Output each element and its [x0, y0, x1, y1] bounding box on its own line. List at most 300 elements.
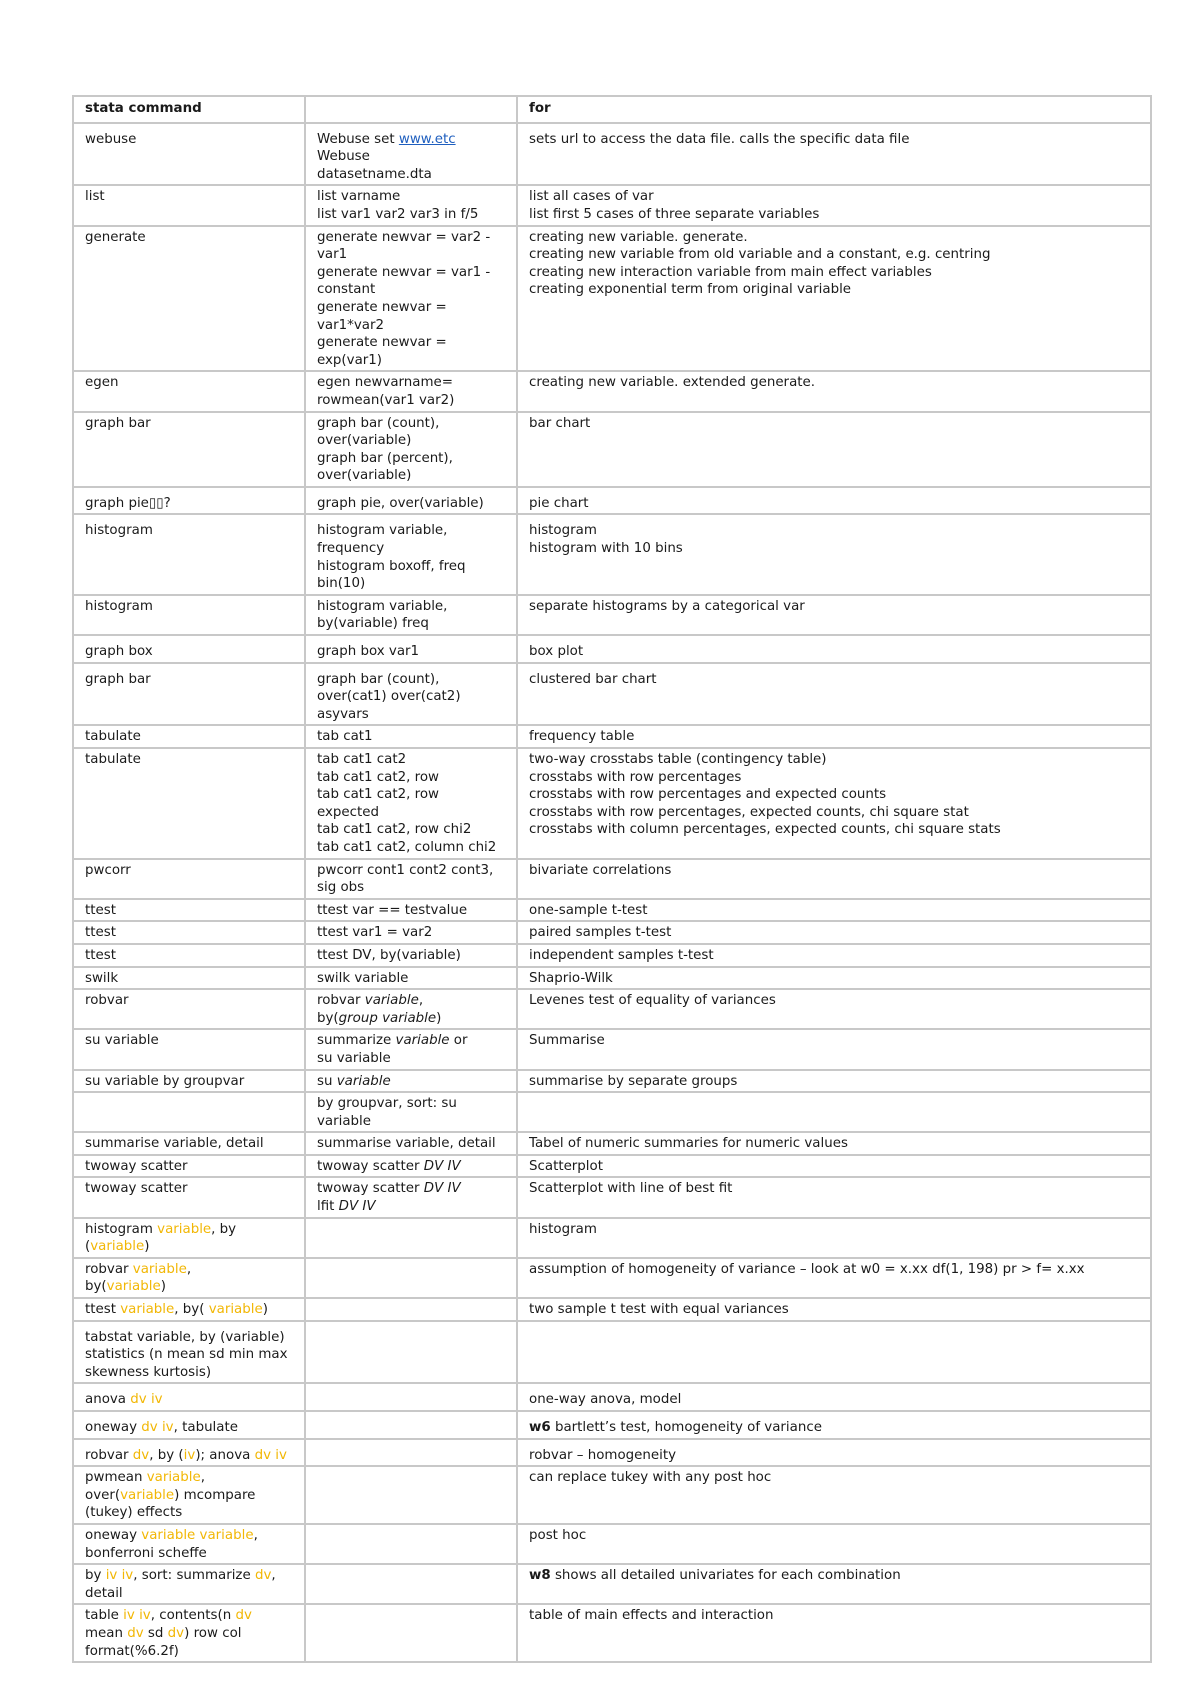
purpose-line: w6 bartlett’s test, homogeneity of variance [529, 1420, 822, 1435]
purpose-line: crosstabs with row percentages [529, 769, 742, 785]
purpose-cell [517, 1218, 1151, 1258]
command-cell [73, 1258, 305, 1298]
purpose-cell [517, 1070, 1151, 1093]
purpose-cell [517, 1604, 1151, 1662]
syntax-line: by(group variable) [317, 1010, 442, 1026]
table-row [73, 1132, 1151, 1155]
table-row [73, 1092, 1151, 1132]
cmd-line: twoway scatter [85, 1158, 188, 1174]
syntax-cell [305, 412, 517, 487]
highlighted-term: variable [120, 1302, 175, 1318]
purpose-line: crosstabs with row percentages, expected counts, chi square stat [529, 804, 969, 820]
table-row [73, 725, 1151, 748]
command-cell [73, 595, 305, 635]
highlighted-term: variable [146, 1470, 201, 1486]
table-row [73, 1029, 1151, 1069]
purpose-line: frequency table [529, 729, 635, 745]
table-row [73, 123, 1151, 186]
bold-tag: w8 [529, 1568, 551, 1584]
table-row [73, 1466, 1151, 1524]
command-cell [73, 1029, 305, 1069]
cmd-line: webuse [85, 131, 137, 147]
purpose-cell [517, 487, 1151, 515]
syntax-line: tab cat1 cat2, row expected [317, 787, 440, 820]
cmd-line: summarise variable, detail [85, 1136, 264, 1152]
cmd-line: robvar variable, [85, 1261, 192, 1277]
syntax-cell [305, 1092, 517, 1132]
syntax-line: by groupvar, sort: su variable [317, 1096, 457, 1129]
purpose-line: creating new variable. generate. [529, 229, 748, 245]
syntax-line: generate newvar = var1*var2 [317, 299, 447, 333]
cmd-line: graph bar [85, 415, 151, 431]
syntax-cell [305, 1439, 517, 1467]
syntax-line: generate newvar = var1 - constant [317, 264, 491, 298]
purpose-line: post hoc [529, 1527, 587, 1543]
command-cell [73, 487, 305, 515]
purpose-cell [517, 1029, 1151, 1069]
cmd-line: ttest [85, 925, 116, 941]
syntax-cell [305, 1070, 517, 1093]
syntax-line: graph bar (count), over(variable) [317, 415, 440, 449]
highlighted-term: iv [183, 1447, 196, 1463]
table-row [73, 967, 1151, 990]
syntax-line: tab cat1 cat2 [317, 752, 407, 767]
command-cell [73, 989, 305, 1029]
syntax-cell [305, 635, 517, 663]
table-row [73, 989, 1151, 1029]
table-row [73, 412, 1151, 487]
purpose-line [529, 1329, 1139, 1347]
syntax-line: lfit DV IV [317, 1199, 376, 1215]
table-row [73, 1604, 1151, 1662]
header-syntax [305, 96, 517, 123]
command-cell [73, 1524, 305, 1564]
syntax-cell [305, 1466, 517, 1524]
cmd-line: anova dv iv [85, 1392, 163, 1408]
purpose-line: creating new variable. extended generate. [529, 375, 816, 391]
command-cell [73, 1092, 305, 1132]
purpose-line: separate histograms by a categorical var [529, 598, 805, 614]
command-cell [73, 1298, 305, 1321]
table-row [73, 1321, 1151, 1384]
cmd-line: robvar dv, by (iv); anova dv iv [85, 1447, 287, 1463]
purpose-cell [517, 595, 1151, 635]
table-row [73, 921, 1151, 944]
syntax-line [317, 1607, 505, 1625]
command-cell [73, 412, 305, 487]
syntax-line: pwcorr cont1 cont2 cont3, sig obs [317, 862, 494, 896]
cmd-line: graph box [85, 644, 153, 660]
cmd-line: by iv iv, sort: summarize dv, detail [85, 1568, 276, 1601]
cmd-line: histogram variable, by (variable) [85, 1221, 237, 1255]
command-cell [73, 1218, 305, 1258]
cmd-line [85, 1095, 293, 1113]
syntax-cell [305, 1298, 517, 1321]
highlighted-term: dv [235, 1608, 252, 1624]
syntax-line: histogram variable, by(variable) freq [317, 598, 448, 632]
syntax-cell [305, 1132, 517, 1155]
table-row [73, 1258, 1151, 1298]
syntax-line [317, 1391, 505, 1409]
syntax-cell [305, 967, 517, 990]
cmd-line: su variable [85, 1033, 159, 1049]
command-cell [73, 663, 305, 726]
highlighted-term: variable [106, 1279, 161, 1295]
purpose-line: list first 5 cases of three separate variables [529, 206, 820, 222]
syntax-line: graph box var1 [317, 644, 420, 660]
highlighted-term: variable variable [141, 1527, 254, 1543]
purpose-line: one-sample t-test [529, 902, 648, 918]
purpose-line: box plot [529, 644, 584, 660]
syntax-cell [305, 725, 517, 748]
placeholder-term: DV IV [423, 1158, 461, 1174]
purpose-line: one-way anova, model [529, 1392, 682, 1408]
table-row [73, 371, 1151, 411]
command-cell [73, 123, 305, 186]
placeholder-term: DV IV [338, 1199, 376, 1215]
syntax-line: summarise variable, detail [317, 1136, 496, 1152]
table-row [73, 1524, 1151, 1564]
table-row [73, 859, 1151, 899]
cmd-line: list [85, 189, 105, 205]
purpose-cell [517, 944, 1151, 967]
syntax-cell [305, 663, 517, 726]
syntax-line: graph pie, over(variable) [317, 495, 484, 511]
cmd-line: pwmean variable, over(variable) mcompare (tukey) effects [85, 1470, 256, 1521]
table-row [73, 1411, 1151, 1439]
highlighted-term: dv iv [141, 1420, 174, 1435]
highlighted-term: dv [132, 1447, 150, 1463]
command-cell [73, 1155, 305, 1178]
purpose-line: Scatterplot [529, 1158, 603, 1174]
purpose-cell [517, 1524, 1151, 1564]
purpose-cell [517, 1564, 1151, 1604]
highlighted-term: iv iv [123, 1608, 151, 1624]
table-row [73, 1218, 1151, 1258]
purpose-cell [517, 371, 1151, 411]
syntax-line: ttest var == testvalue [317, 902, 468, 918]
syntax-line: tab cat1 cat2, row [317, 769, 440, 785]
syntax-line: twoway scatter DV IV [317, 1158, 461, 1174]
highlighted-term: dv [127, 1625, 144, 1641]
cmd-line: oneway dv iv, tabulate [85, 1420, 238, 1435]
syntax-cell [305, 1604, 517, 1662]
purpose-line: clustered bar chart [529, 671, 657, 687]
syntax-cell [305, 185, 517, 225]
table-row [73, 487, 1151, 515]
purpose-cell [517, 748, 1151, 859]
syntax-line: ttest DV, by(variable) [317, 947, 461, 963]
syntax-line: generate newvar = var2 - var1 [317, 229, 491, 263]
highlighted-term: dv [254, 1568, 272, 1584]
cmd-line: graph pie▯▯? [85, 495, 171, 511]
syntax-line: swilk variable [317, 970, 409, 986]
syntax-line [317, 1447, 505, 1465]
cmd-line: histogram [85, 598, 153, 614]
purpose-line: w8 shows all detailed univariates for each combination [529, 1568, 901, 1584]
syntax-line: graph bar (percent), over(variable) [317, 450, 453, 484]
purpose-line: histogram [529, 523, 597, 539]
command-cell [73, 371, 305, 411]
purpose-line: Summarise [529, 1033, 605, 1049]
cmd-line: robvar [85, 993, 129, 1009]
placeholder-term: group variable [338, 1010, 437, 1026]
syntax-line: summarize variable or [317, 1033, 468, 1049]
syntax-cell [305, 1155, 517, 1178]
table-row [73, 1155, 1151, 1178]
syntax-line: graph bar (count), over(cat1) over(cat2) asyvars [317, 671, 461, 722]
cmd-line: by(variable) [85, 1279, 166, 1295]
cmd-line: su variable by groupvar [85, 1073, 245, 1089]
highlighted-term: variable [132, 1261, 187, 1277]
purpose-line: can replace tukey with any post hoc [529, 1470, 772, 1486]
header-command: stata command [73, 96, 305, 123]
syntax-cell [305, 921, 517, 944]
table-row [73, 1298, 1151, 1321]
highlighted-term: variable [157, 1221, 212, 1237]
command-cell [73, 1177, 305, 1217]
cmd-line: oneway variable variable, bonferroni scheffe [85, 1527, 258, 1561]
purpose-line: assumption of homogeneity of variance – look at w0 = x.xx df(1, 198) pr > f= x.xx [529, 1261, 1085, 1277]
table-row [73, 1070, 1151, 1093]
command-cell [73, 1604, 305, 1662]
syntax-cell [305, 595, 517, 635]
purpose-cell [517, 1132, 1151, 1155]
cmd-line: tabulate [85, 752, 141, 767]
syntax-cell [305, 748, 517, 859]
command-cell [73, 944, 305, 967]
purpose-line: bar chart [529, 415, 591, 431]
command-cell [73, 1383, 305, 1411]
syntax-line [317, 1567, 505, 1585]
syntax-line [317, 1419, 505, 1437]
cmd-line: tabstat variable, by (variable) statistics (n mean sd min max skewness kurtosis) [85, 1329, 288, 1380]
purpose-line: crosstabs with row percentages and expected counts [529, 787, 887, 803]
purpose-line: histogram [529, 1221, 597, 1237]
syntax-line: Webuse [317, 149, 370, 165]
syntax-cell [305, 487, 517, 515]
cmd-line: twoway scatter [85, 1181, 188, 1197]
cmd-line: swilk [85, 970, 119, 986]
purpose-cell [517, 635, 1151, 663]
cmd-line: table iv iv, contents(n dv mean dv sd dv) row col format(%6.2f) [85, 1608, 252, 1659]
purpose-line: Scatterplot with line of best fit [529, 1181, 733, 1197]
purpose-cell [517, 859, 1151, 899]
purpose-cell [517, 1466, 1151, 1524]
purpose-cell [517, 412, 1151, 487]
purpose-cell [517, 1177, 1151, 1217]
purpose-line: Levenes test of equality of variances [529, 993, 776, 1009]
table-row [73, 595, 1151, 635]
command-cell [73, 1070, 305, 1093]
purpose-cell [517, 1411, 1151, 1439]
purpose-cell [517, 1383, 1151, 1411]
syntax-line: list varname [317, 189, 401, 205]
header-purpose: for [517, 96, 1151, 123]
purpose-line: robvar – homogeneity [529, 1447, 677, 1463]
placeholder-term: variable [364, 993, 419, 1009]
cmd-line: ttest [85, 947, 116, 963]
syntax-cell [305, 1383, 517, 1411]
syntax-line: twoway scatter DV IV [317, 1181, 461, 1197]
purpose-line: bivariate correlations [529, 862, 672, 878]
highlighted-term: dv iv [254, 1447, 287, 1463]
syntax-cell [305, 226, 517, 372]
cmd-line: egen [85, 375, 119, 391]
syntax-line: robvar variable, [317, 993, 424, 1009]
stata-commands-table [72, 95, 1152, 1663]
syntax-cell [305, 1411, 517, 1439]
syntax-cell [305, 989, 517, 1029]
syntax-cell [305, 899, 517, 922]
syntax-line: su variable [317, 1050, 391, 1066]
syntax-cell [305, 123, 517, 186]
syntax-line: su variable [317, 1073, 391, 1089]
table-row [73, 185, 1151, 225]
syntax-cell [305, 371, 517, 411]
syntax-line: tab cat1 cat2, column chi2 [317, 839, 497, 855]
table-row [73, 1177, 1151, 1217]
table-header-row [73, 96, 1151, 123]
syntax-line [317, 1329, 505, 1347]
command-cell [73, 185, 305, 225]
highlighted-term: dv [167, 1625, 185, 1641]
purpose-line: paired samples t-test [529, 925, 672, 941]
syntax-line: egen newvarname= rowmean(var1 var2) [317, 375, 455, 408]
placeholder-term: DV IV [423, 1181, 461, 1197]
table-row [73, 226, 1151, 372]
purpose-line: independent samples t-test [529, 947, 714, 963]
purpose-cell [517, 1258, 1151, 1298]
purpose-cell [517, 921, 1151, 944]
syntax-cell [305, 1218, 517, 1258]
cmd-line: generate [85, 229, 146, 245]
table-row [73, 663, 1151, 726]
syntax-cell [305, 1177, 517, 1217]
purpose-cell [517, 123, 1151, 186]
syntax-line [317, 1469, 505, 1487]
command-cell [73, 859, 305, 899]
purpose-line: histogram with 10 bins [529, 541, 683, 557]
syntax-cell [305, 1258, 517, 1298]
purpose-line: sets url to access the data file. calls the specific data file [529, 131, 910, 147]
purpose-cell [517, 663, 1151, 726]
table-row [73, 944, 1151, 967]
placeholder-term: variable [336, 1073, 391, 1089]
purpose-line: two-way crosstabs table (contingency table) [529, 752, 827, 767]
cmd-line: tabulate [85, 729, 141, 745]
syntax-line: histogram variable, frequency [317, 523, 448, 557]
purpose-cell [517, 185, 1151, 225]
syntax-line [317, 1527, 505, 1545]
syntax-cell [305, 1524, 517, 1564]
command-cell [73, 1132, 305, 1155]
purpose-cell [517, 1155, 1151, 1178]
cmd-line: pwcorr [85, 862, 131, 878]
command-cell [73, 226, 305, 372]
purpose-line: table of main effects and interaction [529, 1608, 774, 1624]
purpose-line: Tabel of numeric summaries for numeric values [529, 1136, 848, 1152]
syntax-line [317, 1261, 505, 1279]
syntax-cell [305, 859, 517, 899]
purpose-cell [517, 1321, 1151, 1384]
url-link[interactable]: www.etc [398, 131, 456, 147]
syntax-line: tab cat1 [317, 729, 373, 745]
highlighted-term: variable [120, 1487, 175, 1503]
syntax-cell [305, 944, 517, 967]
command-cell [73, 1411, 305, 1439]
purpose-cell [517, 989, 1151, 1029]
syntax-line: ttest var1 = var2 [317, 925, 433, 941]
command-cell [73, 725, 305, 748]
cmd-line: graph bar [85, 671, 151, 687]
purpose-cell [517, 1298, 1151, 1321]
syntax-cell [305, 1029, 517, 1069]
purpose-line: creating exponential term from original variable [529, 282, 852, 298]
purpose-line: Shaprio-Wilk [529, 970, 613, 986]
syntax-line [317, 1221, 505, 1239]
syntax-line: tab cat1 cat2, row chi2 [317, 822, 472, 838]
purpose-cell [517, 1092, 1151, 1132]
bold-tag: w6 [529, 1420, 551, 1435]
command-cell [73, 514, 305, 594]
syntax-cell [305, 514, 517, 594]
syntax-line: histogram boxoff, freq bin(10) [317, 558, 466, 592]
purpose-line: pie chart [529, 495, 589, 511]
table-row [73, 635, 1151, 663]
purpose-cell [517, 514, 1151, 594]
table-row [73, 748, 1151, 859]
command-cell [73, 1564, 305, 1604]
highlighted-term: variable [208, 1302, 263, 1318]
command-cell [73, 1439, 305, 1467]
cmd-line: histogram [85, 523, 153, 539]
document-page [72, 95, 1150, 1663]
syntax-cell [305, 1564, 517, 1604]
cmd-line: ttest [85, 902, 116, 918]
purpose-line: crosstabs with column percentages, expected counts, chi square stats [529, 822, 1001, 838]
cmd-line: ttest variable, by( variable) [85, 1302, 268, 1318]
table-row [73, 1383, 1151, 1411]
highlighted-term: iv iv [105, 1568, 134, 1584]
highlighted-term: variable [90, 1239, 145, 1255]
highlighted-term: dv iv [130, 1392, 163, 1408]
purpose-line: creating new variable from old variable and a constant, e.g. centring [529, 247, 991, 263]
command-cell [73, 1321, 305, 1384]
purpose-line: list all cases of var [529, 189, 654, 205]
purpose-cell [517, 725, 1151, 748]
purpose-cell [517, 967, 1151, 990]
purpose-cell [517, 899, 1151, 922]
purpose-line: two sample t test with equal variances [529, 1302, 789, 1318]
syntax-line: datasetname.dta [317, 166, 432, 182]
command-cell [73, 967, 305, 990]
purpose-cell [517, 1439, 1151, 1467]
syntax-line [317, 1301, 505, 1319]
purpose-line: creating new interaction variable from main effect variables [529, 264, 932, 280]
placeholder-term: variable [395, 1033, 450, 1049]
table-row [73, 514, 1151, 594]
syntax-line: Webuse set www.etc [317, 131, 456, 147]
command-cell [73, 899, 305, 922]
syntax-line: generate newvar = exp(var1) [317, 335, 447, 368]
command-cell [73, 921, 305, 944]
table-row [73, 1439, 1151, 1467]
purpose-cell [517, 226, 1151, 372]
command-cell [73, 1466, 305, 1524]
syntax-line: list var1 var2 var3 in f/5 [317, 206, 479, 222]
purpose-line: summarise by separate groups [529, 1073, 738, 1089]
